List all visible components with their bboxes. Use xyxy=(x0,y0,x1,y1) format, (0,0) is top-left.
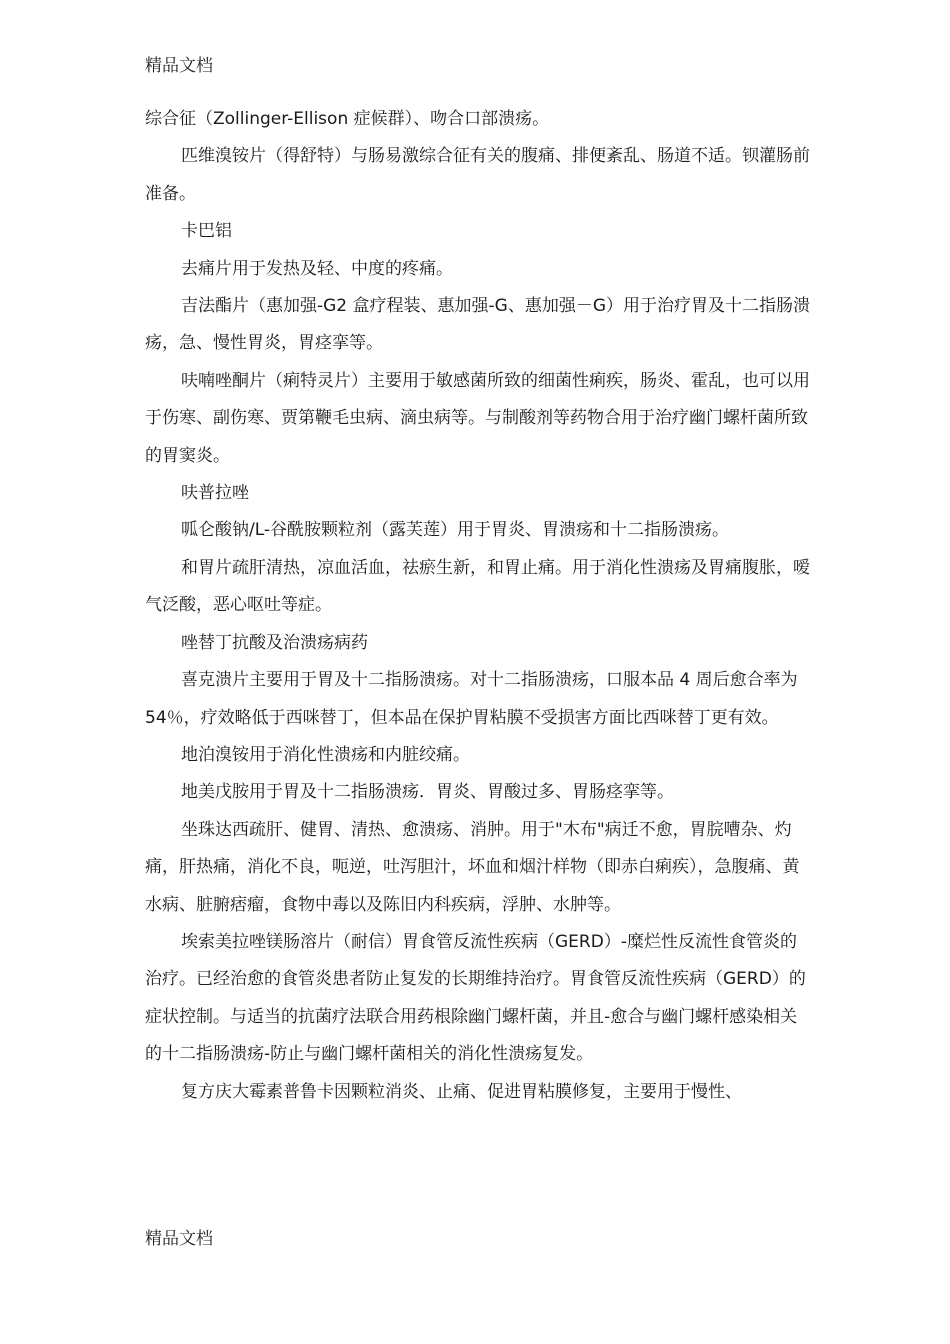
paragraph: 呋喃唑酮片（痢特灵片）主要用于敏感菌所致的细菌性痢疾，肠炎、霍乱，也可以用于伤寒、副伤寒、贾第鞭毛虫病、滴虫病等。与制酸剂等药物合用于治疗幽门螺杆菌所致的胃窦炎。 xyxy=(145,370,810,466)
paragraph: 综合征（Zollinger-Ellison 症候群）、吻合口部溃疡。 xyxy=(145,109,550,129)
paragraph: 地泊溴铵用于消化性溃疡和内脏绞痛。 xyxy=(181,744,470,765)
page-footer: 精品文档 xyxy=(145,1229,213,1249)
paragraph: 卡巴铝 xyxy=(181,221,232,242)
paragraph: 喜克溃片主要用于胃及十二指肠溃疡。对十二指肠溃疡，口服本品 4 周后愈合率为 54％，疗效略低于西咪替丁，但本品在保护胃粘膜不受损害方面比西咪替丁更有效。 xyxy=(145,670,798,728)
paragraph: 匹维溴铵片（得舒特）与肠易激综合征有关的腹痛、排便紊乱、肠道不适。钡灌肠前准备。 xyxy=(145,146,810,204)
paragraph: 和胃片疏肝清热，凉血活血，祛瘀生新，和胃止痛。用于消化性溃疡及胃痛腹胀，嗳气泛酸，恶心呕吐等症。 xyxy=(145,557,810,616)
paragraph: 呱仑酸钠/L-谷酰胺颗粒剂（露芙莲）用于胃炎、胃溃疡和十二指肠溃疡。 xyxy=(181,520,730,541)
paragraph: 坐珠达西疏肝、健胃、清热、愈溃疡、消肿。用于"木布"病迁不愈，胃脘嘈杂、灼痛，肝热痛，消化不良，呃逆，吐泻胆汁，坏血和烟汁样物（即赤白痢疾），急腹痛、黄水病、脏腑痞瘤，食物中毒以及陈旧内科疾病，浮肿、水肿等。 xyxy=(145,819,800,915)
paragraph: 埃索美拉唑镁肠溶片（耐信）胃食管反流性疾病（GERD）-糜烂性反流性食管炎的治疗。已经治愈的食管炎患者防止复发的长期维持治疗。胃食管反流性疾病（GERD）的症状控制。与适当的抗菌疗法联合用药根除幽门螺杆菌，并且-愈合与幽门螺杆感染相关的十二指肠溃疡-防止与幽门螺杆菌相关的消化性溃疡复发。 xyxy=(145,931,806,1065)
paragraph: 唑替丁抗酸及治溃疡病药 xyxy=(181,632,368,653)
paragraph: 吉法酯片（惠加强-G2 盒疗程装、惠加强-G、惠加强－G）用于治疗胃及十二指肠溃疡，急、慢性胃炎，胃痉挛等。 xyxy=(145,296,811,354)
paragraph: 去痛片用于发热及轻、中度的疼痛。 xyxy=(181,258,453,279)
document-body xyxy=(145,101,813,1111)
paragraph: 呋普拉唑 xyxy=(181,483,249,504)
page-header: 精品文档 xyxy=(145,56,213,76)
paragraph: 地美戊胺用于胃及十二指肠溃疡．胃炎、胃酸过多、胃肠痉挛等。 xyxy=(181,782,674,803)
paragraph: 复方庆大霉素普鲁卡因颗粒消炎、止痛、促进胃粘膜修复，主要用于慢性、 xyxy=(181,1081,742,1102)
